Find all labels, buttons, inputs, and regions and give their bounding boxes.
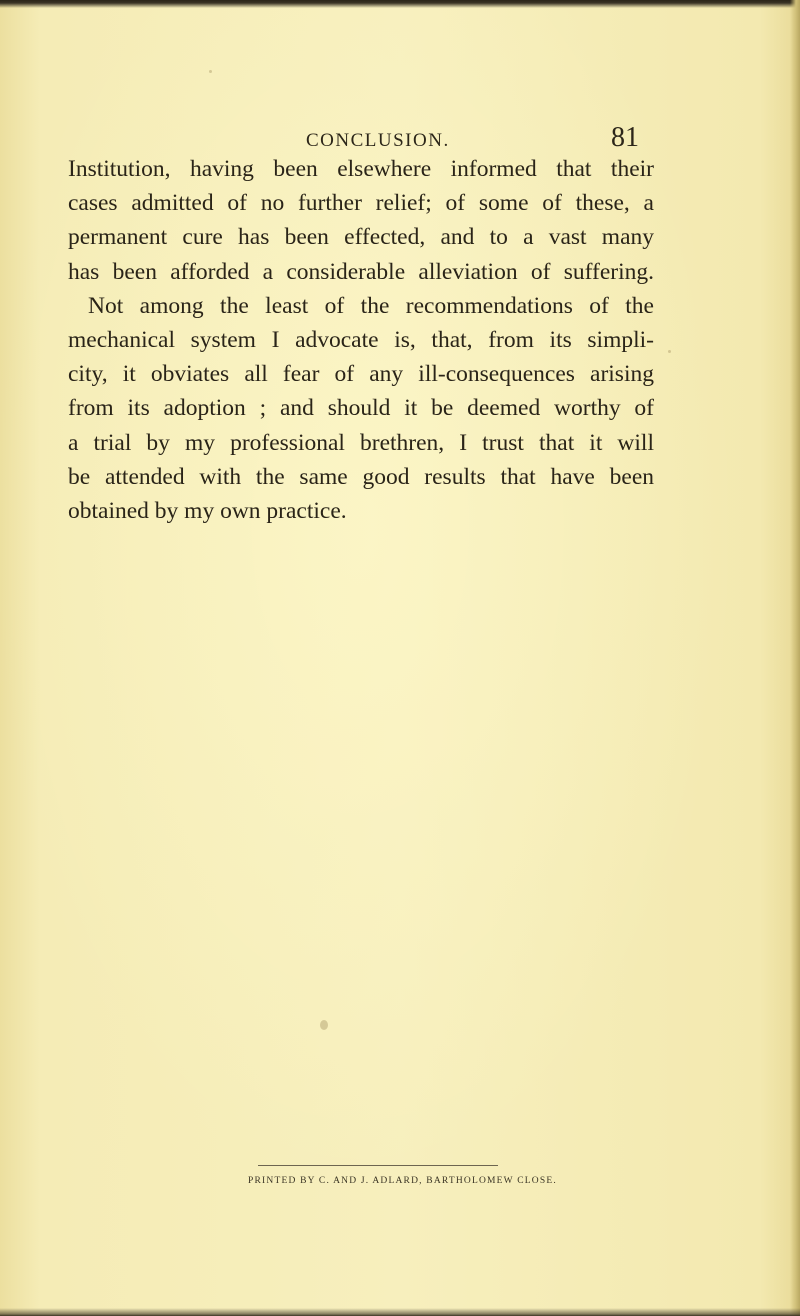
- imprint-rule: [258, 1165, 498, 1166]
- text-line: be attended with the same good results that have been: [68, 463, 654, 490]
- printer-imprint: PRINTED BY C. AND J. ADLARD, BARTHOLOMEW CLOSE.: [248, 1176, 557, 1186]
- text-line: permanent cure has been effected, and to a vast many: [68, 224, 654, 251]
- paper-speck: [320, 1020, 328, 1030]
- running-head: CONCLUSION.: [306, 130, 450, 151]
- body-paragraphs: [68, 152, 654, 528]
- page-number: 81: [611, 122, 639, 153]
- paper-speck: [668, 350, 671, 353]
- text-line: cases admitted of no further relief; of some of these, a: [68, 190, 654, 217]
- text-line: Institution, having been elsewhere informed that their: [68, 156, 654, 182]
- text-line: from its adoption ; and should it be deemed worthy of: [68, 395, 654, 422]
- text-line: has been afforded a considerable alleviation of suffering.: [68, 258, 654, 285]
- text-line: mechanical system I advocate is, that, from its simpli-: [68, 327, 654, 354]
- text-line: a trial by my professional brethren, I trust that it will: [68, 429, 654, 456]
- text-line: obtained by my own practice.: [68, 498, 347, 525]
- page-right-edge: [790, 0, 800, 1316]
- page-bottom-edge: [0, 1308, 800, 1316]
- paper-speck: [209, 70, 212, 73]
- text-line: Not among the least of the recommendations of the: [88, 292, 654, 319]
- text-line: city, it obviates all fear of any ill-consequences arising: [68, 361, 654, 388]
- page-top-edge: [0, 0, 800, 8]
